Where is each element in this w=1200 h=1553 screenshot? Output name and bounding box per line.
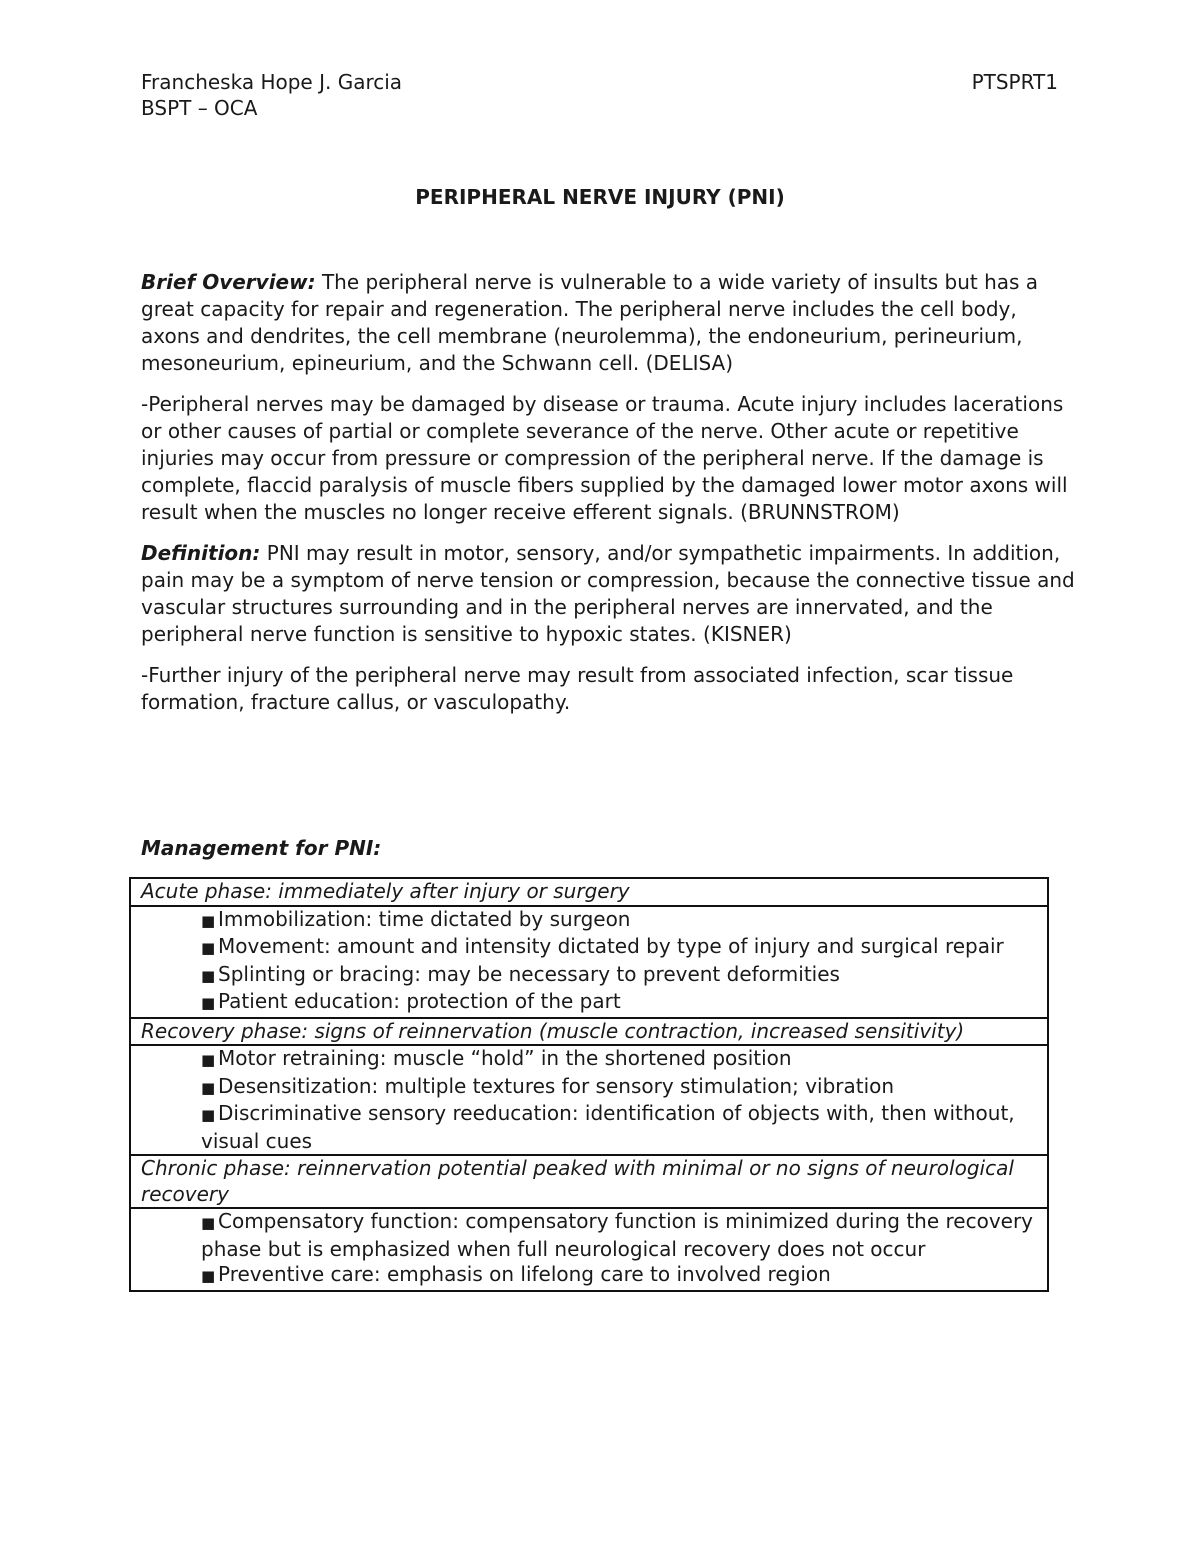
bullet-icon: ■ <box>201 1051 216 1069</box>
bullet-icon: ■ <box>201 994 216 1012</box>
list-item-text: Patient education: protection of the part <box>218 989 621 1013</box>
management-table <box>129 877 1049 1292</box>
list-item-text: Preventive care: emphasis on lifelong care to involved region <box>218 1262 831 1286</box>
list-item <box>201 907 1037 935</box>
phase-items-chronic <box>131 1209 1047 1290</box>
bullet-icon: ■ <box>201 1106 216 1124</box>
program-section: BSPT – OCA <box>141 96 258 120</box>
list-item <box>201 1209 1037 1262</box>
list-item-text: Movement: amount and intensity dictated by type of injury and surgical repair <box>218 934 1004 958</box>
list-item-text: Discriminative sensory reeducation: identification of objects with, then without, visual cues <box>201 1101 1015 1153</box>
list-item-text: Desensitization: multiple textures for sensory stimulation; vibration <box>218 1073 895 1098</box>
phase-header-chronic: Chronic phase: reinnervation potential peaked with minimal or no signs of neurological recovery <box>131 1156 1047 1209</box>
phase-items-acute <box>131 907 1047 1019</box>
list-item-text: Immobilization: time dictated by surgeon <box>218 906 631 931</box>
list-item <box>201 989 1037 1017</box>
list-item <box>201 1101 1037 1154</box>
page-title: PERIPHERAL NERVE INJURY (PNI) <box>415 185 785 209</box>
list-item <box>201 1046 1037 1074</box>
list-item <box>201 962 1037 990</box>
bullet-icon: ■ <box>201 911 216 930</box>
list-item-text: Compensatory function: compensatory function is minimized during the recovery phase but is emphasized when full neurological recovery does not occur <box>201 1209 1034 1261</box>
document-body <box>141 269 1076 730</box>
bullet-icon: ■ <box>201 1267 216 1285</box>
bullet-icon: ■ <box>201 1214 216 1232</box>
list-item <box>201 1262 1037 1290</box>
bullet-icon: ■ <box>201 939 216 957</box>
overview-text: The peripheral nerve is vulnerable to a wide variety of insults but has a great capacity for repair and regeneration. The peripheral nerve includes the cell body, axons and dendrites, the cell membrane (neurolemma), the endoneurium, perineurium, mesoneurium, epineurium, and the Schwann cell. (DELISA) <box>141 270 1039 375</box>
definition-label: Definition: <box>141 541 261 565</box>
list-item-text: Splinting or bracing: may be necessary to prevent deformities <box>218 961 840 986</box>
phase-header-recovery: Recovery phase: signs of reinnervation (muscle contraction, increased sensitivity) <box>131 1019 1047 1047</box>
overview-paragraph <box>141 269 1076 377</box>
definition-paragraph <box>141 540 1076 648</box>
list-item-text: Motor retraining: muscle “hold” in the shortened position <box>218 1046 792 1070</box>
bullet-icon: ■ <box>201 1078 216 1097</box>
bullet-icon: ■ <box>201 966 216 985</box>
list-item <box>201 1074 1037 1102</box>
phase-header-acute: Acute phase: immediately after injury or surgery <box>131 879 1047 907</box>
management-heading: Management for PNI: <box>141 836 382 860</box>
list-item <box>201 934 1037 962</box>
definition-paragraph-2: -Further injury of the peripheral nerve may result from associated infection, scar tissue formation, fracture callus, or vasculopathy. <box>141 663 1014 714</box>
overview-paragraph-2: -Peripheral nerves may be damaged by disease or trauma. Acute injury includes lacerations or other causes of partial or complete severance of the nerve. Other acute or repetitive injuries may occur from pressure or compression of the peripheral nerve. If the damage is complete, flaccid paralysis of muscle fibers supplied by the damaged lower motor axons will result when the muscles no longer receive efferent signals. (BRUNNSTROM) <box>141 392 1068 524</box>
phase-items-recovery <box>131 1046 1047 1156</box>
definition-text: PNI may result in motor, sensory, and/or sympathetic impairments. In addition, pain may be a symptom of nerve tension or compression, because the connective tissue and vascular structures surrounding and in the peripheral nerves are innervated, and the peripheral nerve function is sensitive to hypoxic states. (KISNER) <box>141 541 1075 646</box>
course-code: PTSPRT1 <box>971 70 1058 94</box>
author-name: Francheska Hope J. Garcia <box>141 70 403 94</box>
overview-label: Brief Overview: <box>141 270 316 294</box>
